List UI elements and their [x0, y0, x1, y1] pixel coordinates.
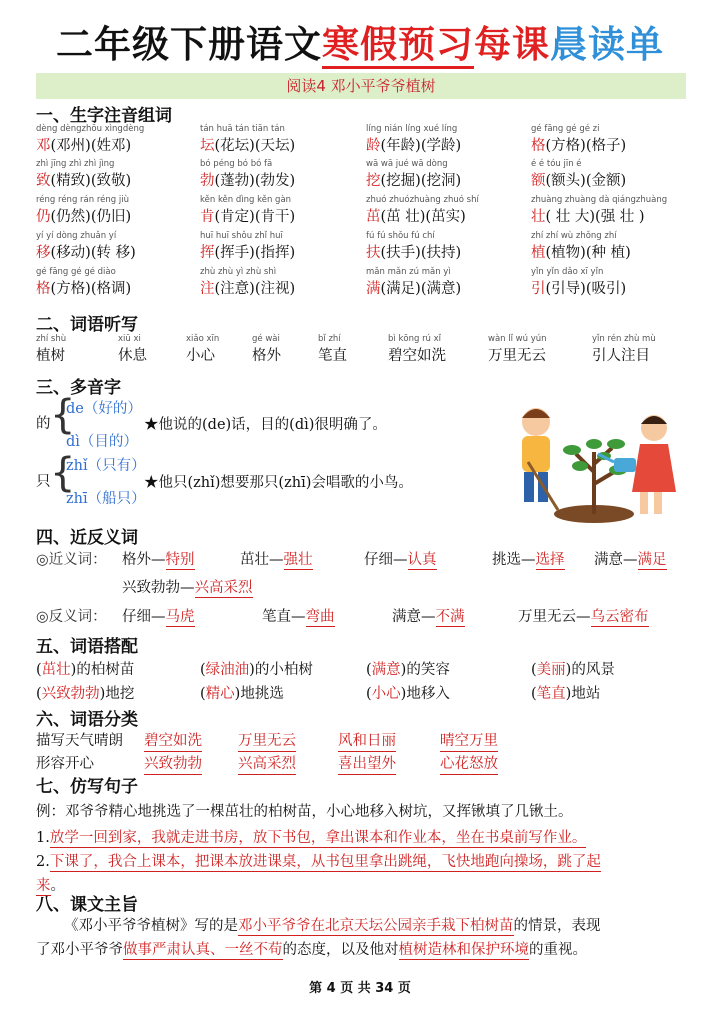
poly-char-1: 的	[36, 416, 51, 432]
collocation-item	[36, 658, 134, 679]
paren: (	[36, 662, 42, 678]
paren: (	[200, 686, 206, 702]
kids-planting-tree-illustration	[498, 392, 686, 530]
brace-icon: {	[50, 392, 76, 438]
collocation-text: 的小柏树	[254, 662, 313, 678]
paren: )	[70, 662, 77, 678]
synonym-word: 仔细	[364, 552, 393, 568]
collocation-text: 的笑容	[406, 662, 450, 678]
category-word: 喜出望外	[338, 752, 396, 775]
antonym-word: 笔直	[262, 609, 291, 625]
collocation-text: 地移入	[406, 686, 450, 702]
char: 植	[531, 245, 546, 261]
char-cell	[366, 277, 461, 298]
synonym-word: 茁壮	[240, 552, 269, 568]
antonym-pair	[392, 605, 465, 626]
section-5-heading: 五、词语搭配	[36, 637, 138, 657]
category-word: 兴高采烈	[238, 752, 296, 775]
pinyin-line: huī huī shǒu zhǐ huī	[200, 231, 283, 241]
char-words: (扶手)(扶持)	[380, 245, 462, 261]
char-cell	[531, 241, 631, 262]
char: 注	[200, 281, 215, 297]
collocation-answer: 小心	[371, 686, 401, 702]
category-word: 晴空万里	[440, 729, 498, 752]
dictation-pinyin: gé wài	[252, 334, 280, 344]
collocation-answer: 茁壮	[41, 662, 71, 678]
poly-1-reading-a: de（好的）	[66, 401, 142, 417]
imitate-sentence-2: 2.下课了，我合上课本，把课本放进课桌，从书包里拿出跳绳，飞快地跑向操场，跳了起	[36, 854, 601, 870]
char: 挖	[366, 173, 381, 189]
paren: (	[531, 662, 537, 678]
category-word: 万里无云	[238, 729, 296, 752]
char-cell	[200, 169, 295, 190]
char: 挥	[200, 245, 215, 261]
dictation-word: 笔直	[318, 348, 347, 364]
dictation-pinyin: zhí shù	[36, 334, 67, 344]
dash: —	[421, 609, 436, 625]
collocation-text: 地挑选	[240, 686, 284, 702]
pinyin-line: wā wā jué wā dòng	[366, 159, 448, 169]
dash: —	[623, 552, 638, 568]
pinyin-line: é é tóu jīn é	[531, 159, 582, 169]
dictation-word: 万里无云	[488, 348, 546, 364]
pinyin-line: dèng dèngzhōu xìngdèng	[36, 124, 145, 134]
char: 仍	[36, 209, 51, 225]
category-word: 风和日丽	[338, 729, 396, 752]
char: 额	[531, 173, 546, 189]
char-words: (挖掘)(挖洞)	[380, 173, 462, 189]
dash: —	[180, 580, 195, 596]
pinyin-line: kěn kěn dìng kěn gàn	[200, 195, 292, 205]
pinyin-line: tán huā tán tiān tán	[200, 124, 285, 134]
dictation-word: 引人注目	[592, 348, 650, 364]
char-cell	[531, 205, 645, 226]
pinyin-line: zhí zhí wù zhǒng zhí	[531, 231, 617, 241]
category-word: 心花怒放	[440, 752, 498, 775]
dictation-word: 植树	[36, 348, 65, 364]
category-word: 碧空如洗	[144, 729, 202, 752]
antonym-word: 万里无云	[518, 609, 576, 625]
synonym-answer: 特别	[165, 552, 195, 568]
char-cell	[200, 241, 295, 262]
char-cell	[200, 205, 295, 226]
paren: (	[200, 662, 206, 678]
dictation-word: 格外	[252, 348, 281, 364]
category-label: 描写天气晴朗	[36, 733, 123, 749]
antonym-answer: 乌云密布	[590, 609, 649, 625]
pinyin-line: mǎn mǎn zú mǎn yì	[366, 267, 451, 277]
poly-char-2: 只	[36, 474, 51, 490]
char: 壮	[531, 209, 546, 225]
char: 扶	[366, 245, 381, 261]
synonym-answer: 兴高采烈	[194, 580, 253, 596]
char-cell	[36, 241, 136, 262]
char-cell	[366, 241, 461, 262]
char-words: (引导)(吸引)	[545, 281, 627, 297]
section-8-heading: 八、课文主旨	[36, 895, 138, 915]
char: 坛	[200, 138, 215, 154]
synonym-answer: 满足	[637, 552, 667, 568]
pinyin-line: líng nián líng xué líng	[366, 124, 458, 134]
dictation-pinyin: yǐn rén zhù mù	[592, 334, 656, 344]
synonym-word: 兴致勃勃	[122, 580, 180, 596]
collocation-text: 的柏树苗	[76, 662, 135, 678]
dictation-pinyin: bǐ zhí	[318, 334, 341, 344]
paren: (	[366, 662, 372, 678]
imitate-example: 例：邓爷爷精心地挑选了一棵茁壮的柏树苗，小心地移入树坑，又挥锹填了几锹土。	[36, 804, 573, 820]
char: 移	[36, 245, 51, 261]
antonym-pair	[262, 605, 335, 626]
char: 格	[531, 138, 546, 154]
collocation-answer: 兴致勃勃	[41, 686, 100, 702]
char-words: (注意)(注视)	[214, 281, 296, 297]
section-6-heading: 六、词语分类	[36, 710, 138, 730]
pinyin-line: gé fāng gé gé diào	[36, 267, 116, 277]
poly-2-reading-a: zhǐ（只有）	[66, 458, 146, 474]
collocation-answer: 笔直	[536, 686, 566, 702]
char-words: (精致)(致敬)	[50, 173, 132, 189]
lesson-banner: 阅读4 邓小平爷爷植树	[36, 73, 686, 99]
char-words: (花坛)(天坛)	[214, 138, 296, 154]
char-cell	[36, 169, 131, 190]
synonym-pair	[594, 548, 667, 569]
dash: —	[291, 609, 306, 625]
char-cell	[531, 277, 626, 298]
collocation-item	[200, 658, 313, 679]
collocation-answer: 满意	[371, 662, 401, 678]
pinyin-line: zhì jīng zhì zhì jìng	[36, 159, 115, 169]
char-cell	[200, 277, 295, 298]
collocation-item	[531, 682, 600, 703]
char-cell	[531, 169, 626, 190]
char-words: (邓州)(姓邓)	[50, 138, 132, 154]
char: 格	[36, 281, 51, 297]
pinyin-line: yǐn yǐn dǎo xī yǐn	[531, 267, 604, 277]
dash: —	[393, 552, 408, 568]
imitate-sentence-2-cont: 来。	[36, 878, 65, 894]
char-words: (蓬勃)(勃发)	[214, 173, 296, 189]
char-words: (茁 壮)(茁实)	[380, 209, 466, 225]
antonym-answer: 马虎	[165, 609, 195, 625]
collocation-item	[36, 682, 134, 703]
char: 肯	[200, 209, 215, 225]
collocation-answer: 精心	[205, 686, 235, 702]
category-word: 兴致勃勃	[144, 752, 202, 775]
char: 引	[531, 281, 546, 297]
antonym-word: 仔细	[122, 609, 151, 625]
paren: )	[99, 686, 106, 702]
dash: —	[151, 552, 166, 568]
synonym-answer: 强壮	[283, 552, 313, 568]
page-number: 第 4 页 共 34 页	[309, 981, 411, 996]
dash: —	[576, 609, 591, 625]
pinyin-line: bó péng bó bó fā	[200, 159, 273, 169]
char-cell	[366, 205, 466, 226]
synonym-label: ◎近义词：	[36, 552, 107, 568]
dictation-word: 小心	[186, 348, 215, 364]
poly-2-reading-b: zhī（船只）	[66, 491, 146, 507]
poly-2-sentence: ★他只(zhǐ)想要那只(zhī)会唱歌的小鸟。	[144, 475, 413, 491]
char-cell	[366, 134, 461, 155]
theme-paragraph: 《邓小平爷爷植树》写的是邓小平爷爷在北京天坛公园亲手栽下柏树苗的情景，表现 了邓小平爷爷做事严肃认真、一丝不苟的态度，以及他对植树造林和保护环境的重视。	[36, 918, 601, 958]
char-cell	[36, 277, 131, 298]
pinyin-line: yí yí dòng zhuǎn yí	[36, 231, 117, 241]
dash: —	[521, 552, 536, 568]
collocation-item	[531, 658, 615, 679]
section-1-heading: 一、生字注音组词	[36, 106, 172, 126]
char-words: (挥手)(指挥)	[214, 245, 296, 261]
char: 邓	[36, 138, 51, 154]
char-words: (植物)(种 植)	[545, 245, 631, 261]
dash: —	[151, 609, 166, 625]
pinyin-line: fú fú shǒu fú chí	[366, 231, 435, 241]
collocation-answer: 美丽	[536, 662, 566, 678]
dash: —	[269, 552, 284, 568]
paren: )	[565, 662, 572, 678]
imitate-sentence-1: 1.放学一回到家，我就走进书房，放下书包，拿出课本和作业本，坐在书桌前写作业。	[36, 830, 587, 846]
char-words: ( 壮 大)(强 壮 )	[545, 209, 645, 225]
pinyin-line: réng réng rán réng jiù	[36, 195, 129, 205]
synonym-answer: 选择	[535, 552, 565, 568]
brace-icon: {	[50, 450, 76, 496]
dictation-pinyin: xiǎo xīn	[186, 334, 220, 344]
char-words: (年龄)(学龄)	[380, 138, 462, 154]
synonym-pair	[240, 548, 313, 569]
synonym-pair	[122, 548, 195, 569]
pinyin-line: zhuó zhuózhuàng zhuó shí	[366, 195, 479, 205]
synonym-pair	[122, 576, 253, 597]
paren: (	[366, 686, 372, 702]
char-words: (移动)(转 移)	[50, 245, 136, 261]
char: 龄	[366, 138, 381, 154]
char-words: (仍然)(仍旧)	[50, 209, 132, 225]
char-words: (方格)(格子)	[545, 138, 627, 154]
char-words: (满足)(满意)	[380, 281, 462, 297]
section-2-heading: 二、词语听写	[36, 315, 138, 335]
category-label: 形容开心	[36, 756, 94, 772]
dictation-pinyin: wàn lǐ wú yún	[488, 334, 547, 344]
char: 满	[366, 281, 381, 297]
dictation-word: 休息	[118, 348, 147, 364]
dictation-pinyin: bì kōng rú xǐ	[388, 334, 442, 344]
char-words: (肯定)(肯干)	[214, 209, 296, 225]
antonym-answer: 不满	[435, 609, 465, 625]
section-3-heading: 三、多音字	[36, 378, 121, 398]
pinyin-line: gé fāng gé gé zi	[531, 124, 600, 134]
paren: )	[234, 686, 241, 702]
synonym-answer: 认真	[407, 552, 437, 568]
collocation-answer: 绿油油	[205, 662, 250, 678]
pinyin-line: zhù zhù yì zhù shì	[200, 267, 277, 277]
poly-1-sentence: ★他说的(de)话，目的(dì)很明确了。	[144, 417, 387, 433]
poly-1-reading-b: dì（目的）	[66, 434, 138, 450]
collocation-item	[366, 682, 450, 703]
char-cell	[200, 134, 295, 155]
page-title: 二年级下册语文寒假预习每课晨读单	[0, 14, 720, 68]
synonym-pair	[364, 548, 437, 569]
section-7-heading: 七、仿写句子	[36, 777, 138, 797]
char: 勃	[200, 173, 215, 189]
antonym-word: 满意	[392, 609, 421, 625]
synonym-pair	[492, 548, 565, 569]
section-4-heading: 四、近反义词	[36, 528, 138, 548]
paren: )	[400, 686, 407, 702]
char-cell	[36, 134, 131, 155]
dictation-word: 碧空如洗	[388, 348, 446, 364]
char-cell	[366, 169, 461, 190]
char-words: (方格)(格调)	[50, 281, 132, 297]
synonym-word: 满意	[594, 552, 623, 568]
antonym-pair	[122, 605, 195, 626]
paren: (	[531, 686, 537, 702]
collocation-text: 地挖	[105, 686, 135, 702]
collocation-text: 的风景	[571, 662, 615, 678]
paren: )	[565, 686, 572, 702]
char-words: (额头)(金额)	[545, 173, 627, 189]
collocation-text: 地站	[571, 686, 601, 702]
synonym-word: 挑选	[492, 552, 521, 568]
paren: )	[249, 662, 255, 678]
antonym-pair	[518, 605, 649, 626]
collocation-item	[366, 658, 450, 679]
pinyin-line: zhuàng zhuàng dà qiángzhuàng	[531, 195, 668, 205]
char: 茁	[366, 209, 381, 225]
synonym-word: 格外	[122, 552, 151, 568]
paren: )	[400, 662, 407, 678]
char-cell	[531, 134, 626, 155]
dictation-pinyin: xiū xi	[118, 334, 141, 344]
collocation-item	[200, 682, 284, 703]
paren: (	[36, 686, 42, 702]
antonym-label: ◎反义词：	[36, 609, 107, 625]
antonym-answer: 弯曲	[305, 609, 335, 625]
char: 致	[36, 173, 51, 189]
char-cell	[36, 205, 131, 226]
